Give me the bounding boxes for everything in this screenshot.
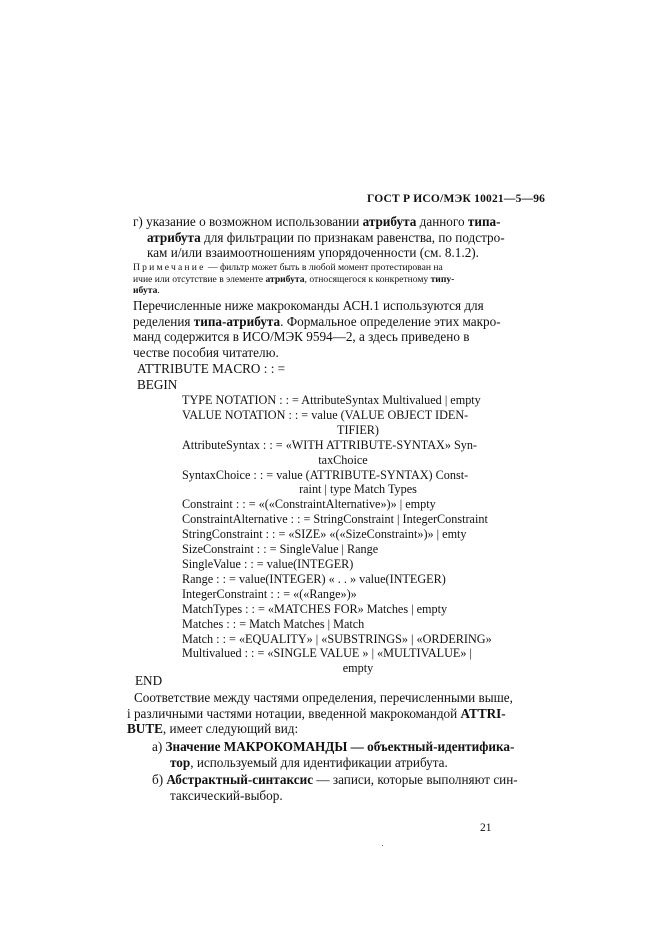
code-line-continuation: empty xyxy=(342,661,374,676)
list-item-line xyxy=(152,755,514,771)
paragraph-line xyxy=(133,345,493,361)
bold-term: ибута xyxy=(133,285,158,296)
text-run: — записи, которые выполняют син- xyxy=(313,772,518,787)
list-item-b xyxy=(152,772,518,803)
paragraph-line xyxy=(133,329,493,345)
paragraph-line xyxy=(133,298,493,314)
bold-term: типа-атрибута xyxy=(193,313,281,329)
code-line: AttributeSyntax : : = «WITH ATTRIBUTE-SYNTAX» Syn- xyxy=(182,437,477,452)
list-item-line xyxy=(152,739,514,755)
bold-term: Значение МАКРОКОМАНДЫ — объектный-идентифика- xyxy=(165,739,515,754)
paragraph-line xyxy=(127,705,506,722)
code-line-continuation: raint | type Match Types xyxy=(299,482,417,497)
text-run: і различными частями нотации, введенной макрокомандой xyxy=(127,705,461,721)
list-item-a xyxy=(152,739,514,770)
code-line: SizeConstraint : : = SingleValue | Range xyxy=(182,542,379,557)
code-line: VALUE NOTATION : : = value (VALUE OBJECT IDEN- xyxy=(182,407,469,422)
bold-term: ATTRI- xyxy=(460,705,506,721)
list-item-line xyxy=(152,772,518,788)
note-block xyxy=(133,262,493,297)
text-run: честве пособия читателю. xyxy=(133,344,279,360)
code-line: Range : : = value(INTEGER) « . . » value(INTEGER) xyxy=(182,571,446,586)
code-line: Match : : = «EQUALITY» | «SUBSTRINGS» | «ORDERING» xyxy=(182,631,492,646)
code-line: ConstraintAlternative : : = StringConstraint | IntegerConstraint xyxy=(182,512,488,527)
bold-term: типу- xyxy=(430,273,455,285)
bold-term: атрибута xyxy=(362,214,417,229)
text-run: ичие или отсутствие в элементе xyxy=(133,273,266,285)
macro-end: END xyxy=(135,673,163,688)
item-marker: а) xyxy=(152,739,166,754)
text-run: , используемый для идентификации атрибута. xyxy=(190,754,448,770)
paragraph-line xyxy=(127,690,513,706)
page-number: 21 xyxy=(480,822,492,834)
code-line: SingleValue : : = value(INTEGER) xyxy=(182,556,354,571)
paragraph-line xyxy=(133,313,501,330)
paragraph-g xyxy=(133,214,505,261)
code-line-continuation: TIFIER) xyxy=(337,422,379,437)
code-line: StringConstraint : : = «SIZE» «(«SizeConstraint»)» | emty xyxy=(182,527,467,542)
code-line: MatchTypes : : = «MATCHES FOR» Matches | empty xyxy=(182,601,448,616)
paragraph-line xyxy=(127,721,495,737)
text-run: для фильтрации по признакам равенства, по подстро- xyxy=(200,229,505,245)
text-run: манд содержится в ИСО/МЭК 9594—2, а здесь приведено в xyxy=(133,329,470,345)
text-run: ределения xyxy=(133,313,194,329)
note-line xyxy=(133,285,493,297)
list-item-line xyxy=(152,788,518,804)
text-run: таксический-выбор. xyxy=(170,787,283,803)
macro-header: ATTRIBUTE MACRO : : = xyxy=(137,361,286,376)
text-run: данного xyxy=(416,214,468,229)
paragraph-line xyxy=(133,245,493,261)
bold-term: ВUTE xyxy=(127,721,163,737)
code-line: Multivalued : : = «SINGLE VALUE » | «MULTIVALUE» | xyxy=(182,646,472,661)
text-run: , имеет следующий вид: xyxy=(162,721,299,737)
code-line: TYPE NOTATION : : = AttributeSyntax Multivalued | empty xyxy=(182,393,481,407)
bold-term: тор xyxy=(170,754,191,770)
text-run: кам и/или взаимоотношениям упорядоченности (см. 8.1.2). xyxy=(147,245,479,261)
item-marker: б) xyxy=(152,772,167,787)
macro-begin: BEGIN xyxy=(137,377,178,392)
paragraph-line xyxy=(133,229,505,246)
macro-body xyxy=(182,393,494,676)
note-line xyxy=(133,274,493,286)
paragraph-macro-intro xyxy=(133,298,501,360)
bold-term: атрибута xyxy=(147,229,201,245)
code-line: IntegerConstraint : : = «(«Range»)» xyxy=(182,586,357,601)
text-run: Соответствие между частями определения, перечисленными выше, xyxy=(134,690,513,705)
text-run: Перечисленные ниже макрокоманды АСН.1 используются для xyxy=(133,298,484,313)
code-line: Constraint : : = «(«ConstraintAlternative»)» | empty xyxy=(182,497,436,512)
text-run: . xyxy=(157,285,160,296)
note-line xyxy=(133,262,493,274)
scan-speck xyxy=(382,845,383,846)
code-line-continuation: taxChoice xyxy=(318,452,368,467)
text-run: , относящегося к конкретному xyxy=(304,273,431,285)
note-label: Примечание xyxy=(133,262,206,273)
text-run: . Формальное определение этих макро- xyxy=(280,313,501,329)
bold-term: Абстрактный-синтаксис xyxy=(166,772,314,787)
paragraph-correspondence xyxy=(127,690,513,737)
code-line: Matches : : = Match Matches | Match xyxy=(182,616,365,631)
text-run: — фильтр может быть в любой момент протестирован на xyxy=(205,262,443,273)
bold-term: атрибута xyxy=(265,273,305,285)
page-header: ГОСТ Р ИСО/МЭК 10021—5—96 xyxy=(367,193,546,205)
text-run: г) указание о возможном использовании xyxy=(133,214,363,229)
code-line: SyntaxChoice : : = value (ATTRIBUTE-SYNTAX) Const- xyxy=(182,467,469,482)
paragraph-line xyxy=(133,214,501,230)
bold-term: типа- xyxy=(467,214,501,229)
